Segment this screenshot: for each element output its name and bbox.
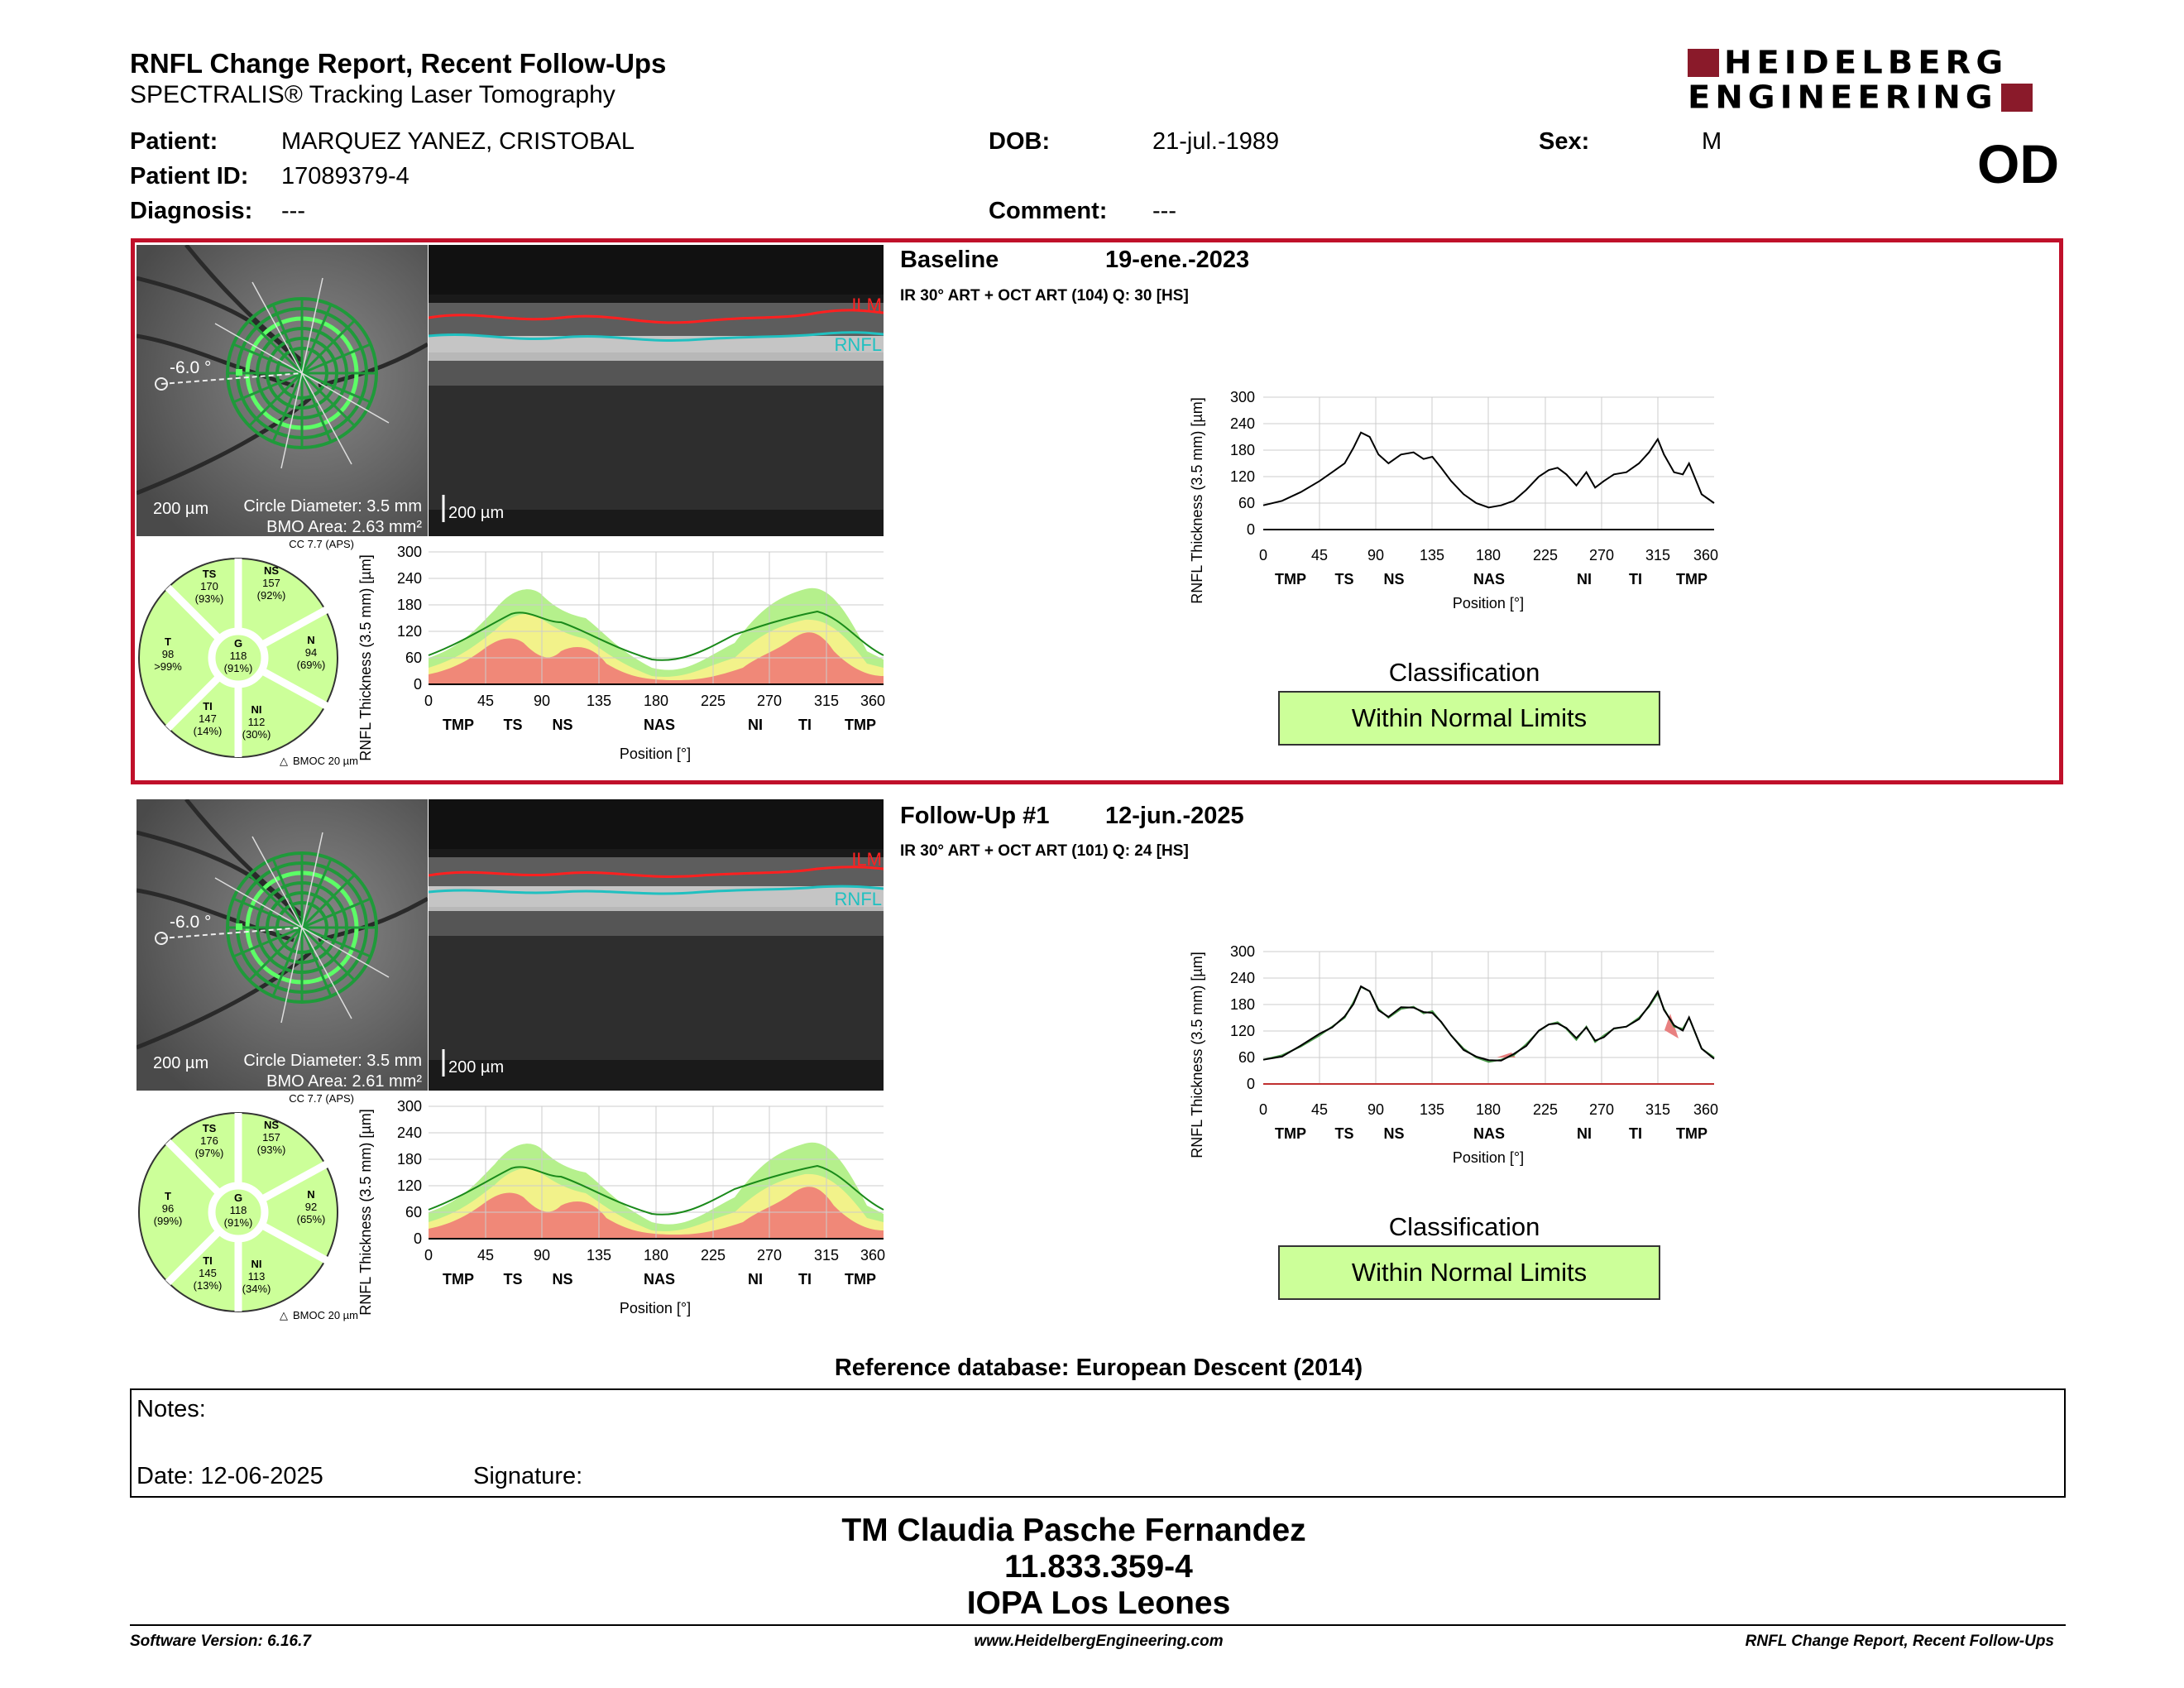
svg-text:TMP: TMP	[845, 717, 876, 733]
followup-fundus-image	[136, 799, 428, 1091]
report-subtitle: SPECTRALIS® Tracking Laser Tomography	[130, 81, 615, 108]
svg-text:NS: NS	[1383, 1125, 1405, 1142]
pie-ti-pct: (14%)	[193, 725, 223, 737]
circle-diameter-label: Circle Diameter: 3.5 mm	[243, 1052, 422, 1070]
chart-ylabel: RNFL Thickness (3.5 mm) [µm]	[1189, 397, 1205, 604]
svg-text:270: 270	[1588, 1101, 1615, 1118]
svg-text:180: 180	[1229, 996, 1255, 1013]
pie-ni-value: 113	[247, 1270, 266, 1283]
circle-diameter-label: Circle Diameter: 3.5 mm	[243, 497, 422, 516]
followup-label: Follow-Up #1	[900, 803, 1050, 829]
svg-text:225: 225	[1532, 1101, 1559, 1118]
svg-text:90: 90	[533, 1247, 551, 1264]
svg-text:TI: TI	[203, 700, 213, 712]
small-yticks	[397, 1098, 422, 1247]
footer-divider	[130, 1624, 2066, 1626]
bmoc-label: BMOC 20 µm	[293, 1309, 359, 1321]
svg-text:240: 240	[396, 570, 422, 587]
pie-t-pct: (99%)	[153, 1215, 183, 1227]
report-title: RNFL Change Report, Recent Follow-Ups	[130, 48, 667, 79]
svg-text:TS: TS	[503, 717, 523, 733]
cc-label: CC 7.7 (APS)	[289, 1092, 354, 1105]
followup-sector-pie	[131, 1092, 362, 1332]
svg-text:TS: TS	[202, 1122, 217, 1134]
svg-text:△: △	[280, 755, 288, 767]
followup-date: 12-jun.-2025	[1105, 803, 1244, 829]
chart-xticks	[1259, 1101, 1718, 1118]
svg-text:TI: TI	[1629, 571, 1642, 587]
pie-g-value: 118	[229, 650, 247, 662]
svg-text:180: 180	[396, 1151, 422, 1168]
svg-text:90: 90	[1367, 547, 1385, 563]
logo-line-1: HEIDELBERG	[1724, 45, 2009, 81]
chart-xlabel: Position [°]	[1452, 595, 1525, 611]
svg-text:240: 240	[396, 1125, 422, 1141]
notes-box[interactable]	[130, 1388, 2066, 1498]
svg-text:315: 315	[813, 693, 840, 709]
baseline-plot-area	[1263, 397, 1714, 530]
company-logo	[1688, 46, 2068, 115]
svg-text:G: G	[233, 637, 243, 650]
small-sector-labels	[443, 1271, 876, 1288]
pie-n-pct: (69%)	[296, 659, 326, 671]
svg-text:360: 360	[1693, 1101, 1719, 1118]
pie-ns-value: 157	[262, 1131, 280, 1144]
angle-label: -6.0 °	[170, 358, 212, 377]
cc-label: CC 7.7 (APS)	[289, 538, 354, 550]
baseline-sector-pie	[131, 538, 362, 778]
pie-ns-pct: (92%)	[256, 589, 286, 602]
baseline-bscan-image	[429, 245, 884, 536]
svg-text:360: 360	[1693, 547, 1719, 563]
svg-text:NS: NS	[552, 717, 573, 733]
patient-id: 17089379-4	[281, 163, 410, 189]
pie-ts-value: 170	[200, 580, 218, 592]
chart-sector-labels	[1275, 1125, 1707, 1142]
svg-text:TS: TS	[1334, 571, 1354, 587]
svg-text:0: 0	[1258, 547, 1268, 563]
svg-text:315: 315	[1645, 547, 1671, 563]
pie-g-pct: (91%)	[223, 1216, 253, 1229]
svg-text:135: 135	[1419, 547, 1445, 563]
svg-text:135: 135	[1419, 1101, 1445, 1118]
rnfl-layer-label: RNFL	[834, 334, 882, 355]
fundus-scale-label: 200 µm	[153, 500, 209, 518]
svg-text:NAS: NAS	[643, 717, 676, 733]
svg-text:45: 45	[477, 1247, 495, 1264]
svg-text:360: 360	[860, 693, 886, 709]
patient-label: Patient:	[130, 128, 218, 155]
followup-scan-info: IR 30° ART + OCT ART (101) Q: 24 [HS]	[900, 842, 1189, 860]
svg-text:90: 90	[533, 693, 551, 709]
svg-text:TI: TI	[798, 717, 812, 733]
signer-rut: 11.833.359-4	[1004, 1549, 1193, 1585]
svg-text:60: 60	[1238, 1049, 1255, 1066]
svg-text:NS: NS	[552, 1271, 573, 1288]
svg-text:225: 225	[700, 1247, 726, 1264]
followup-thickness-chart	[1179, 935, 1729, 1175]
followup-classification-badge: Within Normal Limits	[1278, 1245, 1660, 1300]
svg-text:270: 270	[756, 1247, 783, 1264]
svg-text:180: 180	[1475, 1101, 1502, 1118]
classification-label: Classification	[1388, 1212, 1540, 1241]
chart-ylabel: RNFL Thickness (3.5 mm) [µm]	[1189, 952, 1205, 1158]
bmo-area-label: BMO Area: 2.63 mm²	[266, 518, 422, 536]
svg-text:45: 45	[1310, 547, 1329, 563]
svg-text:NAS: NAS	[643, 1271, 676, 1288]
small-chart-plot	[429, 552, 884, 684]
svg-text:NI: NI	[748, 717, 763, 733]
svg-text:TS: TS	[1334, 1125, 1354, 1142]
svg-text:240: 240	[1229, 415, 1255, 432]
baseline-tsnit-small-chart	[356, 542, 893, 778]
svg-text:300: 300	[1229, 389, 1255, 405]
baseline-date: 19-ene.-2023	[1105, 247, 1250, 273]
svg-text:45: 45	[477, 693, 495, 709]
svg-text:120: 120	[1229, 468, 1255, 485]
svg-text:TMP: TMP	[845, 1271, 876, 1288]
pie-t-pct: >99%	[154, 660, 182, 673]
svg-text:NI: NI	[1577, 1125, 1592, 1142]
followup-bscan-graphic	[429, 799, 884, 1091]
chart-yticks	[1230, 389, 1255, 538]
svg-text:TMP: TMP	[1676, 1125, 1707, 1142]
svg-text:TMP: TMP	[1676, 571, 1707, 587]
svg-text:180: 180	[643, 693, 669, 709]
small-xticks	[424, 1247, 885, 1264]
baseline-fundus-image	[136, 245, 428, 536]
svg-text:NAS: NAS	[1473, 1125, 1506, 1142]
svg-text:TMP: TMP	[443, 1271, 474, 1288]
svg-text:180: 180	[1475, 547, 1502, 563]
signer-block	[0, 1513, 2184, 1622]
svg-text:135: 135	[586, 1247, 612, 1264]
svg-text:NI: NI	[251, 703, 262, 716]
svg-text:300: 300	[396, 544, 422, 560]
svg-text:120: 120	[396, 1177, 422, 1194]
svg-text:225: 225	[700, 693, 726, 709]
svg-text:NI: NI	[251, 1258, 262, 1270]
svg-text:135: 135	[586, 693, 612, 709]
classification-label: Classification	[1388, 658, 1540, 687]
logo-square-icon	[1688, 49, 1719, 77]
svg-text:180: 180	[643, 1247, 669, 1264]
svg-text:300: 300	[1229, 943, 1255, 960]
pie-t-value: 98	[161, 648, 175, 660]
svg-text:270: 270	[1588, 547, 1615, 563]
svg-text:0: 0	[1246, 1076, 1255, 1092]
bmo-area-label: BMO Area: 2.61 mm²	[266, 1072, 422, 1091]
ilm-label: ILM	[851, 849, 882, 870]
sex-value: M	[1702, 128, 1722, 155]
pie-ti-pct: (13%)	[193, 1279, 223, 1292]
tsnit-ylabel: RNFL Thickness (3.5 mm) [µm]	[357, 554, 374, 761]
pie-n-value: 92	[304, 1201, 318, 1213]
svg-text:120: 120	[1229, 1023, 1255, 1039]
svg-text:60: 60	[1238, 495, 1255, 511]
svg-text:180: 180	[396, 597, 422, 613]
svg-text:180: 180	[1229, 442, 1255, 458]
patient-id-label: Patient ID:	[130, 163, 249, 189]
svg-text:N: N	[307, 1188, 315, 1201]
chart-yticks	[1230, 943, 1255, 1092]
followup-fundus-graphic	[136, 799, 428, 1091]
svg-text:315: 315	[1645, 1101, 1671, 1118]
diagnosis-label: Diagnosis:	[130, 198, 253, 224]
svg-text:0: 0	[424, 1247, 433, 1264]
svg-text:120: 120	[396, 623, 422, 640]
svg-text:TI: TI	[203, 1254, 213, 1267]
bscan-scale-label: 200 µm	[448, 504, 505, 522]
svg-text:0: 0	[413, 676, 422, 693]
pie-ni-pct: (30%)	[242, 728, 271, 741]
pie-t-value: 96	[161, 1202, 175, 1215]
logo-square-icon	[2001, 84, 2033, 112]
svg-text:T: T	[165, 635, 171, 648]
svg-text:45: 45	[1310, 1101, 1329, 1118]
comment-label: Comment:	[989, 198, 1108, 224]
logo-line-2: ENGINEERING	[1688, 79, 1998, 116]
svg-text:360: 360	[860, 1247, 886, 1264]
baseline-fundus-graphic	[136, 245, 428, 536]
svg-text:△: △	[280, 1309, 288, 1321]
svg-text:0: 0	[413, 1230, 422, 1247]
fundus-scale-label: 200 µm	[153, 1054, 209, 1072]
dob-value: 21-jul.-1989	[1152, 128, 1280, 155]
svg-text:TI: TI	[798, 1271, 812, 1288]
svg-text:90: 90	[1367, 1101, 1385, 1118]
small-yticks	[397, 544, 422, 693]
pie-ts-pct: (93%)	[194, 592, 224, 605]
svg-text:315: 315	[813, 1247, 840, 1264]
pie-ts-pct: (97%)	[194, 1147, 224, 1159]
svg-text:300: 300	[396, 1098, 422, 1115]
baseline-thickness-chart	[1179, 381, 1729, 621]
comment-value: ---	[1152, 198, 1176, 224]
pie-g-pct: (91%)	[223, 662, 253, 674]
svg-text:NS: NS	[263, 564, 280, 577]
baseline-bscan-graphic	[429, 245, 884, 536]
chart-sector-labels	[1275, 571, 1707, 587]
small-xlabel: Position [°]	[619, 1300, 692, 1316]
chart-xlabel: Position [°]	[1452, 1149, 1525, 1166]
svg-text:N: N	[307, 634, 315, 646]
svg-text:0: 0	[1258, 1101, 1268, 1118]
bmoc-label: BMOC 20 µm	[293, 755, 359, 767]
eye-indicator: OD	[1977, 133, 2059, 194]
tsnit-ylabel: RNFL Thickness (3.5 mm) [µm]	[357, 1109, 374, 1316]
pie-ns-value: 157	[262, 577, 280, 589]
svg-text:0: 0	[424, 693, 433, 709]
baseline-label: Baseline	[900, 247, 999, 273]
notes-label: Notes:	[136, 1396, 206, 1422]
pie-ti-value: 147	[199, 712, 217, 725]
footer-website-link[interactable]: www.HeidelbergEngineering.com	[974, 1633, 1224, 1650]
baseline-classification-badge: Within Normal Limits	[1278, 691, 1660, 746]
svg-text:NI: NI	[1577, 571, 1592, 587]
svg-text:0: 0	[1246, 521, 1255, 538]
svg-text:TMP: TMP	[443, 717, 474, 733]
footer-report-name: RNFL Change Report, Recent Follow-Ups	[1745, 1633, 2054, 1650]
svg-text:TMP: TMP	[1275, 1125, 1306, 1142]
svg-text:TI: TI	[1629, 1125, 1642, 1142]
baseline-scan-info: IR 30° ART + OCT ART (104) Q: 30 [HS]	[900, 287, 1189, 305]
small-xticks	[424, 693, 885, 709]
signature-label: Signature:	[473, 1463, 583, 1489]
dob-label: DOB:	[989, 128, 1051, 155]
svg-text:NAS: NAS	[1473, 571, 1506, 587]
svg-text:T: T	[165, 1190, 171, 1202]
small-chart-plot	[429, 1106, 884, 1239]
diagnosis-value: ---	[281, 198, 305, 224]
sex-label: Sex:	[1539, 128, 1590, 155]
svg-text:TS: TS	[503, 1271, 523, 1288]
svg-text:G: G	[233, 1192, 243, 1204]
pie-ts-value: 176	[200, 1134, 218, 1147]
pie-g-value: 118	[229, 1204, 247, 1216]
patient-name: MARQUEZ YANEZ, CRISTOBAL	[281, 128, 635, 155]
reference-database: Reference database: European Descent (2014)	[834, 1355, 1363, 1381]
svg-text:NS: NS	[1383, 571, 1405, 587]
notes-date: Date: 12-06-2025	[136, 1463, 323, 1489]
followup-plot-area	[1263, 952, 1714, 1084]
followup-bscan-image	[429, 799, 884, 1091]
svg-text:TMP: TMP	[1275, 571, 1306, 587]
bscan-scale-label: 200 µm	[448, 1058, 505, 1077]
svg-text:240: 240	[1229, 970, 1255, 986]
followup-tsnit-small-chart	[356, 1096, 893, 1332]
pie-ni-value: 112	[247, 716, 266, 728]
svg-text:60: 60	[405, 1204, 422, 1220]
signer-place: IOPA Los Leones	[966, 1585, 1231, 1621]
pie-ti-value: 145	[199, 1267, 217, 1279]
rnfl-layer-label: RNFL	[834, 889, 882, 909]
footer-software-version: Software Version: 6.16.7	[130, 1633, 311, 1650]
svg-text:60: 60	[405, 650, 422, 666]
ilm-label: ILM	[851, 295, 882, 315]
angle-label: -6.0 °	[170, 913, 212, 932]
svg-text:NI: NI	[748, 1271, 763, 1288]
chart-xticks	[1259, 547, 1718, 563]
pie-ns-pct: (93%)	[256, 1144, 286, 1156]
signer-name: TM Claudia Pasche Fernandez	[841, 1513, 1306, 1548]
svg-text:TS: TS	[202, 568, 217, 580]
svg-text:NS: NS	[263, 1119, 280, 1131]
pie-n-pct: (65%)	[296, 1213, 326, 1225]
pie-ni-pct: (34%)	[242, 1283, 271, 1295]
pie-n-value: 94	[304, 646, 318, 659]
small-sector-labels	[443, 717, 876, 733]
small-xlabel: Position [°]	[619, 746, 692, 762]
svg-text:225: 225	[1532, 547, 1559, 563]
svg-text:270: 270	[756, 693, 783, 709]
